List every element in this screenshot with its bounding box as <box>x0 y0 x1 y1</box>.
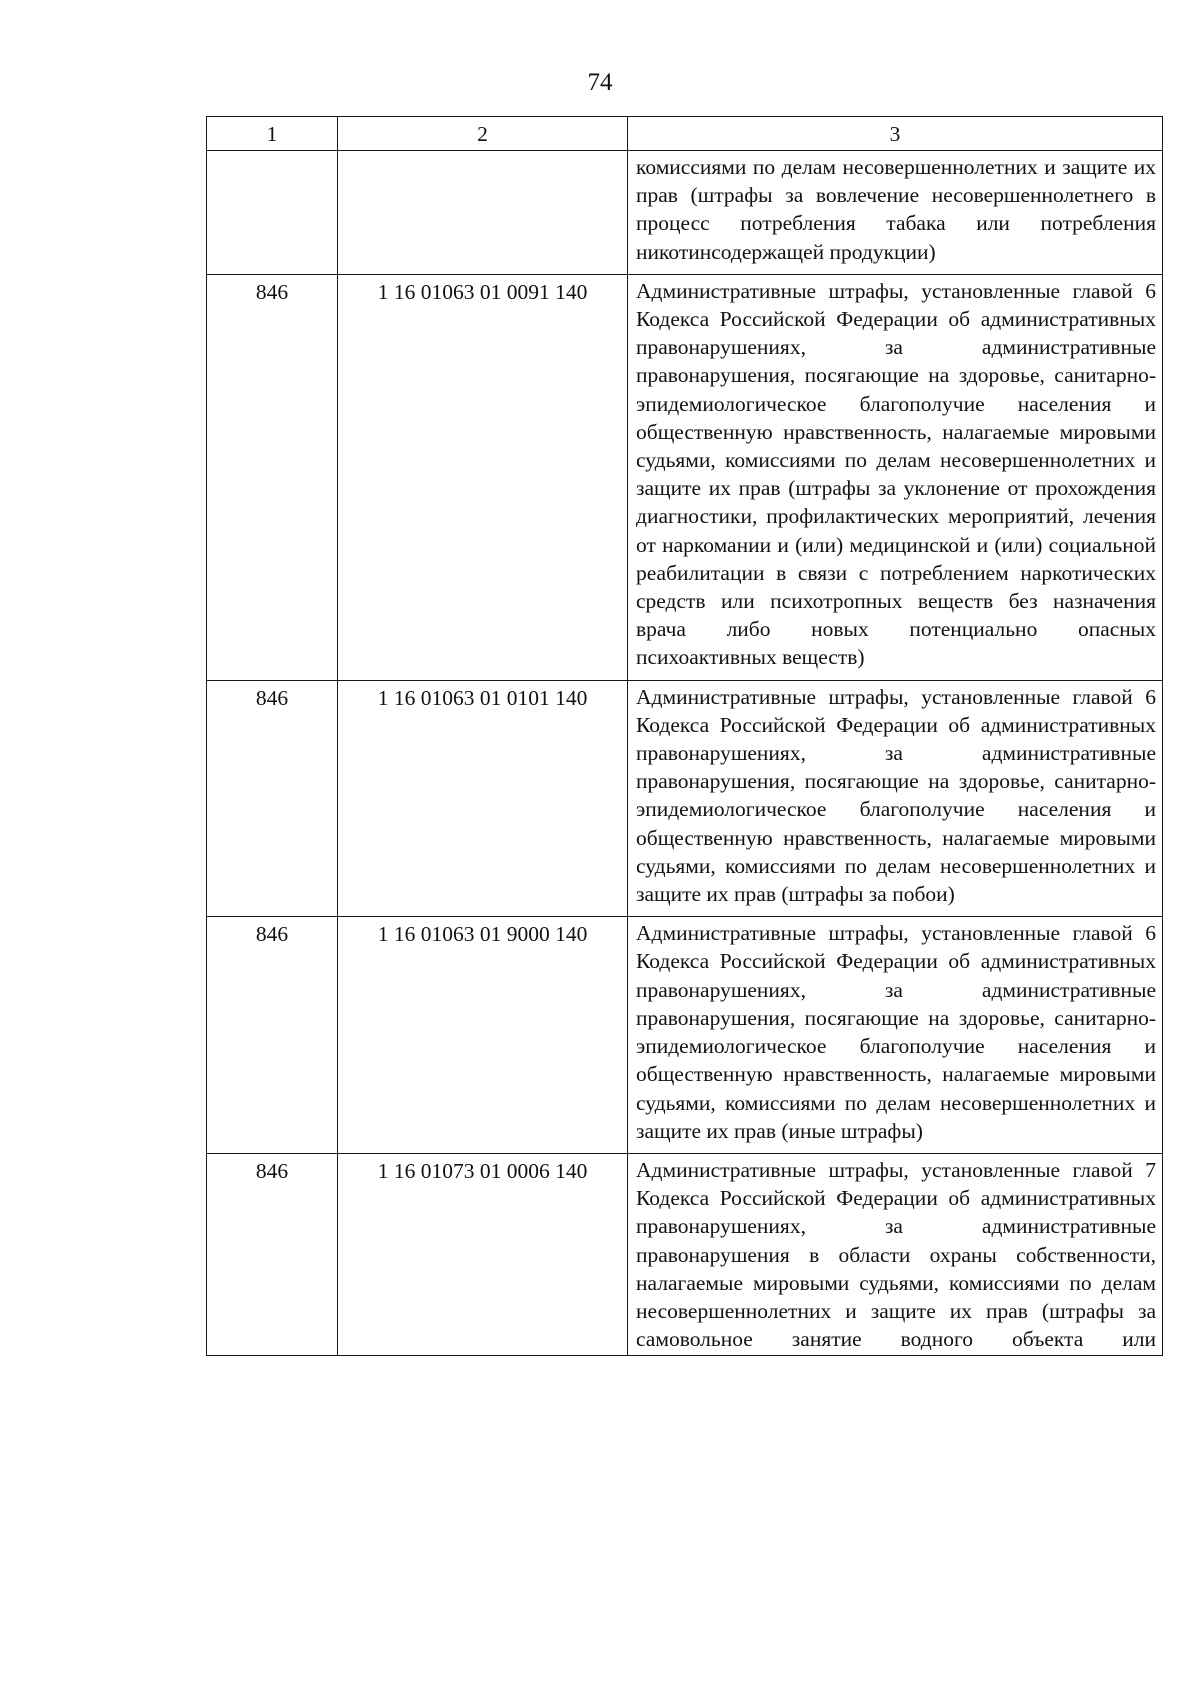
table-row <box>207 1153 1163 1355</box>
kbk-code-cell: 1 16 01063 01 0091 140 <box>338 274 628 680</box>
column-header-2: 2 <box>338 117 628 151</box>
kbk-code-cell: 1 16 01073 01 0006 140 <box>338 1153 628 1355</box>
table-row <box>207 274 1163 680</box>
admin-code-cell: 846 <box>207 680 338 917</box>
column-header-3: 3 <box>628 117 1163 151</box>
table-header-row <box>207 117 1163 151</box>
description-cell: Административные штрафы, установленные главой 6 Кодекса Российской Федерации об административных правонарушениях, за административные правонарушения, посягающие на здоровье, санитарно-эпидемиологическое благополучие населения и общественную нравственность, налагаемые мировыми судьями, комиссиями по делам несовершеннолетних и защите их прав (штрафы за уклонение от прохождения диагностики, профилактических мероприятий, лечения от наркомании и (или) медицинской и (или) социальной реабилитации в связи с потреблением наркотических средств или психотропных веществ без назначения врача либо новых потенциально опасных психоактивных веществ) <box>628 274 1163 680</box>
description-cell: комиссиями по делам несовершеннолетних и защите их прав (штрафы за вовлечение несовершеннолетнего в процесс потребления табака или потребления никотинсодержащей продукции) <box>628 151 1163 275</box>
table-row <box>207 680 1163 917</box>
column-header-1: 1 <box>207 117 338 151</box>
table-row <box>207 151 1163 275</box>
budget-classification-table <box>206 116 1163 1356</box>
description-cell: Административные штрафы, установленные главой 6 Кодекса Российской Федерации об административных правонарушениях, за административные правонарушения, посягающие на здоровье, санитарно-эпидемиологическое благополучие населения и общественную нравственность, налагаемые мировыми судьями, комиссиями по делам несовершеннолетних и защите их прав (иные штрафы) <box>628 917 1163 1154</box>
kbk-code-cell: 1 16 01063 01 9000 140 <box>338 917 628 1154</box>
kbk-code-cell <box>338 151 628 275</box>
page-number: 74 <box>587 69 613 96</box>
admin-code-cell: 846 <box>207 1153 338 1355</box>
table-row <box>207 917 1163 1154</box>
admin-code-cell <box>207 151 338 275</box>
admin-code-cell: 846 <box>207 274 338 680</box>
admin-code-cell: 846 <box>207 917 338 1154</box>
description-cell: Административные штрафы, установленные главой 7 Кодекса Российской Федерации об административных правонарушениях, за административные правонарушения в области охраны собственности, налагаемые мировыми судьями, комиссиями по делам несовершеннолетних и защите их прав (штрафы за самовольное занятие водного объекта или <box>628 1153 1163 1355</box>
description-cell: Административные штрафы, установленные главой 6 Кодекса Российской Федерации об административных правонарушениях, за административные правонарушения, посягающие на здоровье, санитарно-эпидемиологическое благополучие населения и общественную нравственность, налагаемые мировыми судьями, комиссиями по делам несовершеннолетних и защите их прав (штрафы за побои) <box>628 680 1163 917</box>
kbk-code-cell: 1 16 01063 01 0101 140 <box>338 680 628 917</box>
